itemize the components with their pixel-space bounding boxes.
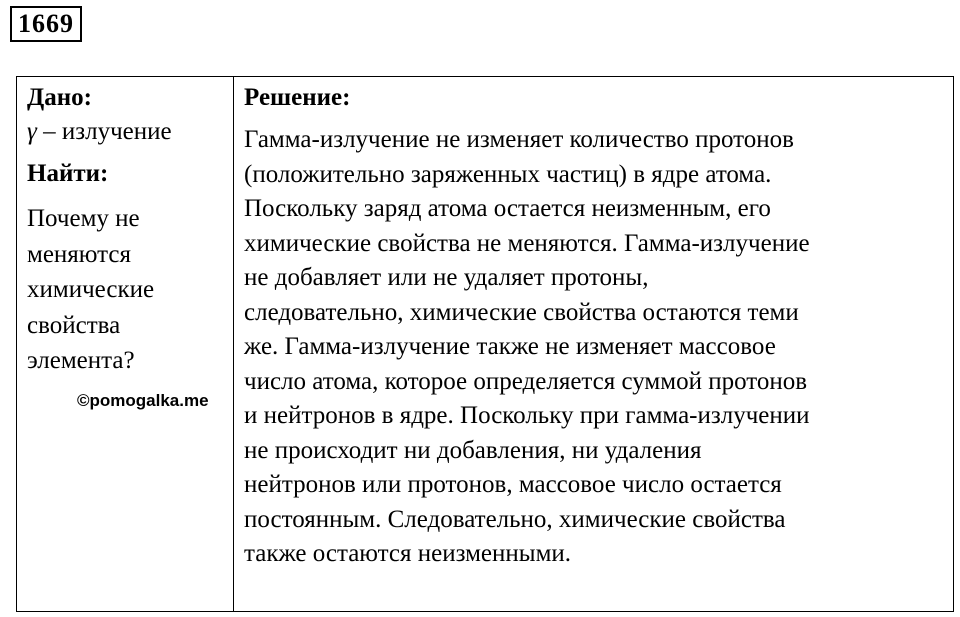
solution-line: не происходит ни добавления, ни удаления [244,436,702,464]
find-heading: Найти: [27,160,109,187]
given-column [17,77,234,611]
solution-column [234,77,953,611]
find-question [27,201,227,379]
solution-line: нейтронов или протонов, массовое число остается [244,471,782,498]
given-heading: Дано: [27,84,92,111]
gamma-symbol: γ [27,118,37,145]
solution-line: число атома, которое определяется суммой протонов [244,367,808,395]
find-question-line: элемента? [27,347,135,374]
find-question-line: Почему не [27,205,140,232]
solution-line: химические свойства не меняются. Гамма-излучение [244,229,810,257]
watermark: ©pomogalka.me [77,391,209,410]
solution-line: постоянным. Следовательно, химические свойства [244,505,786,533]
find-question-line: меняются [27,240,131,268]
solution-line: Гамма-излучение не изменяет количество протонов [244,126,794,153]
solution-line: также остаются неизменными. [244,540,572,567]
solution-line: и нейтронов в ядре. Поскольку при гамма-излучении [244,402,810,429]
solution-line: (положительно заряженных частиц) в ядре атома. [244,160,772,188]
solution-text [244,123,956,572]
problem-number: 1669 [10,6,82,42]
solution-line: же. Гамма-излучение также не изменяет массовое [244,333,776,360]
solution-line: не добавляет или не удаляет протоны, [244,264,649,291]
solution-line: следовательно, химические свойства остаются теми [244,298,799,326]
given-value [27,117,172,147]
find-question-line: свойства [27,311,121,339]
solution-table [16,76,954,612]
solution-heading: Решение: [244,84,351,111]
given-value-text: – излучение [36,118,172,145]
solution-line: Поскольку заряд атома остается неизменным, его [244,195,771,222]
find-question-line: химические [27,276,155,303]
